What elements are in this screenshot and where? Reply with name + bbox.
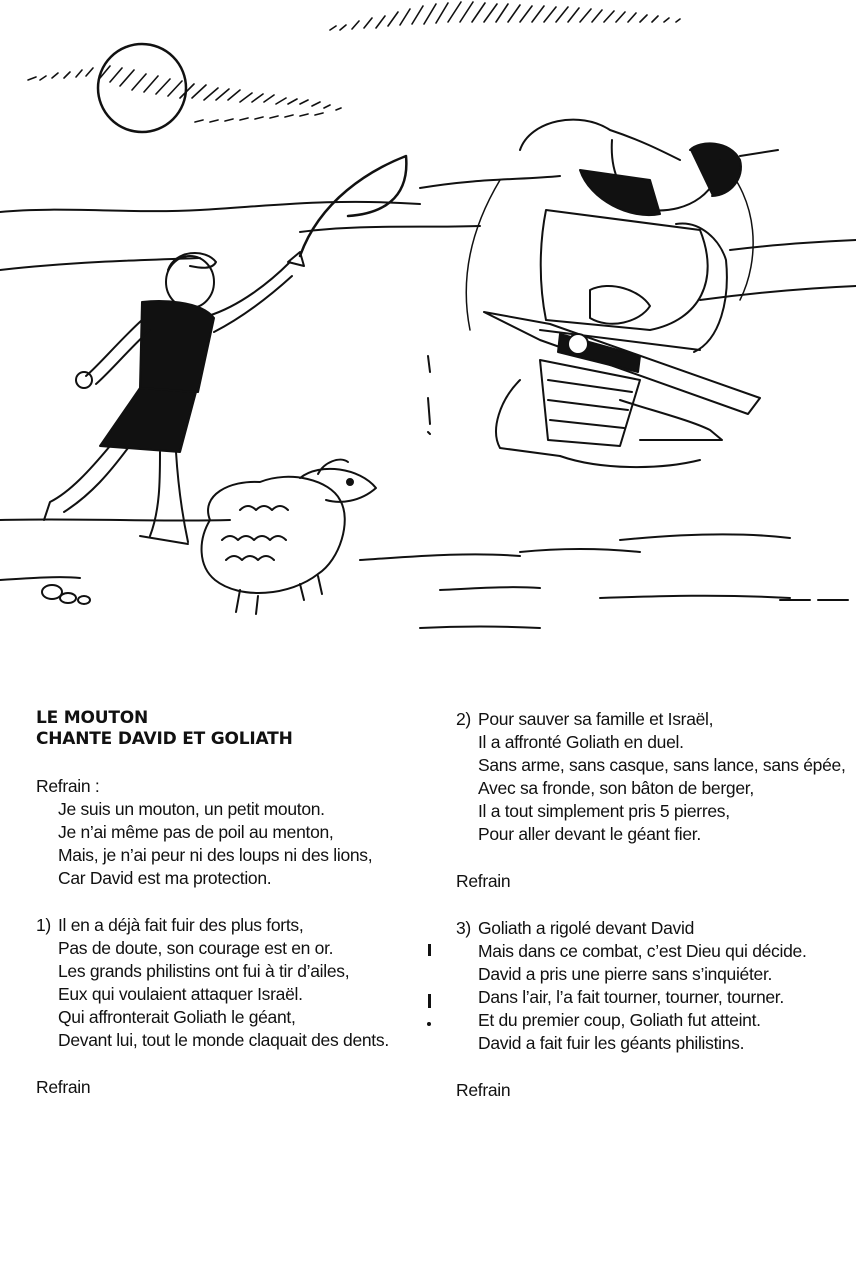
refrain-line: Car David est ma protection. [58, 868, 272, 888]
verse-line: Il a affronté Goliath en duel. [478, 732, 684, 752]
verse-line: Devant lui, tout le monde claquait des dents. [58, 1030, 389, 1050]
refrain-line: Mais, je n’ai peur ni des loups ni des lions, [58, 845, 373, 865]
refrain-line: Je n’ai même pas de poil au menton, [58, 822, 334, 842]
verse-line: Dans l’air, l’a fait tourner, tourner, tourner. [478, 987, 784, 1007]
refrain-label: Refrain : [36, 776, 100, 796]
verse-line: Les grands philistins ont fui à tir d’ailes, [58, 961, 350, 981]
refrain-short: Refrain [456, 1080, 511, 1100]
refrain-short: Refrain [456, 871, 511, 891]
verse-line: Pas de doute, son courage est en or. [58, 938, 334, 958]
goliath-figure [484, 120, 778, 467]
refrain-line: Je suis un mouton, un petit mouton. [58, 799, 325, 819]
verse-number: 2) [456, 709, 471, 729]
sun-shape [98, 44, 186, 132]
sheep-figure [202, 460, 376, 614]
refrain-short: Refrain [36, 1077, 91, 1097]
verse-line: Goliath a rigolé devant David [478, 918, 695, 938]
print-mark [428, 994, 431, 1008]
illustration-david-goliath [0, 0, 856, 640]
verse-line: Mais dans ce combat, c’est Dieu qui décide. [478, 941, 807, 961]
verse-line: Sans arme, sans casque, sans lance, sans épée, [478, 755, 846, 775]
song-column-left [36, 708, 436, 1099]
verse-line: David a fait fuir les géants philistins. [478, 1033, 745, 1053]
verse-line: Pour sauver sa famille et Israël, [478, 709, 714, 729]
verse-3 [456, 917, 851, 1055]
verse-2 [456, 708, 851, 846]
song-title [36, 708, 436, 750]
verse-line: Qui affronterait Goliath le géant, [58, 1007, 296, 1027]
print-mark [427, 1022, 431, 1026]
verse-line: Eux qui voulaient attaquer Israël. [58, 984, 303, 1004]
verse-line: David a pris une pierre sans s’inquiéter. [478, 964, 773, 984]
verse-line: Avec sa fronde, son bâton de berger, [478, 778, 754, 798]
verse-number: 1) [36, 915, 51, 935]
song-column-right [456, 708, 851, 1102]
title-line-2: CHANTE DAVID ET GOLIATH [36, 729, 293, 749]
verse-line: Il a tout simplement pris 5 pierres, [478, 801, 730, 821]
david-figure [44, 156, 406, 544]
title-line-1: LE MOUTON [36, 708, 149, 728]
verse-line: Pour aller devant le géant fier. [478, 824, 701, 844]
refrain-block [36, 775, 436, 890]
verse-line: Il en a déjà fait fuir des plus forts, [58, 915, 304, 935]
print-mark [428, 944, 431, 956]
verse-1 [36, 914, 436, 1052]
verse-line: Et du premier coup, Goliath fut atteint. [478, 1010, 761, 1030]
verse-number: 3) [456, 918, 471, 938]
sky-hatching [28, 2, 680, 122]
